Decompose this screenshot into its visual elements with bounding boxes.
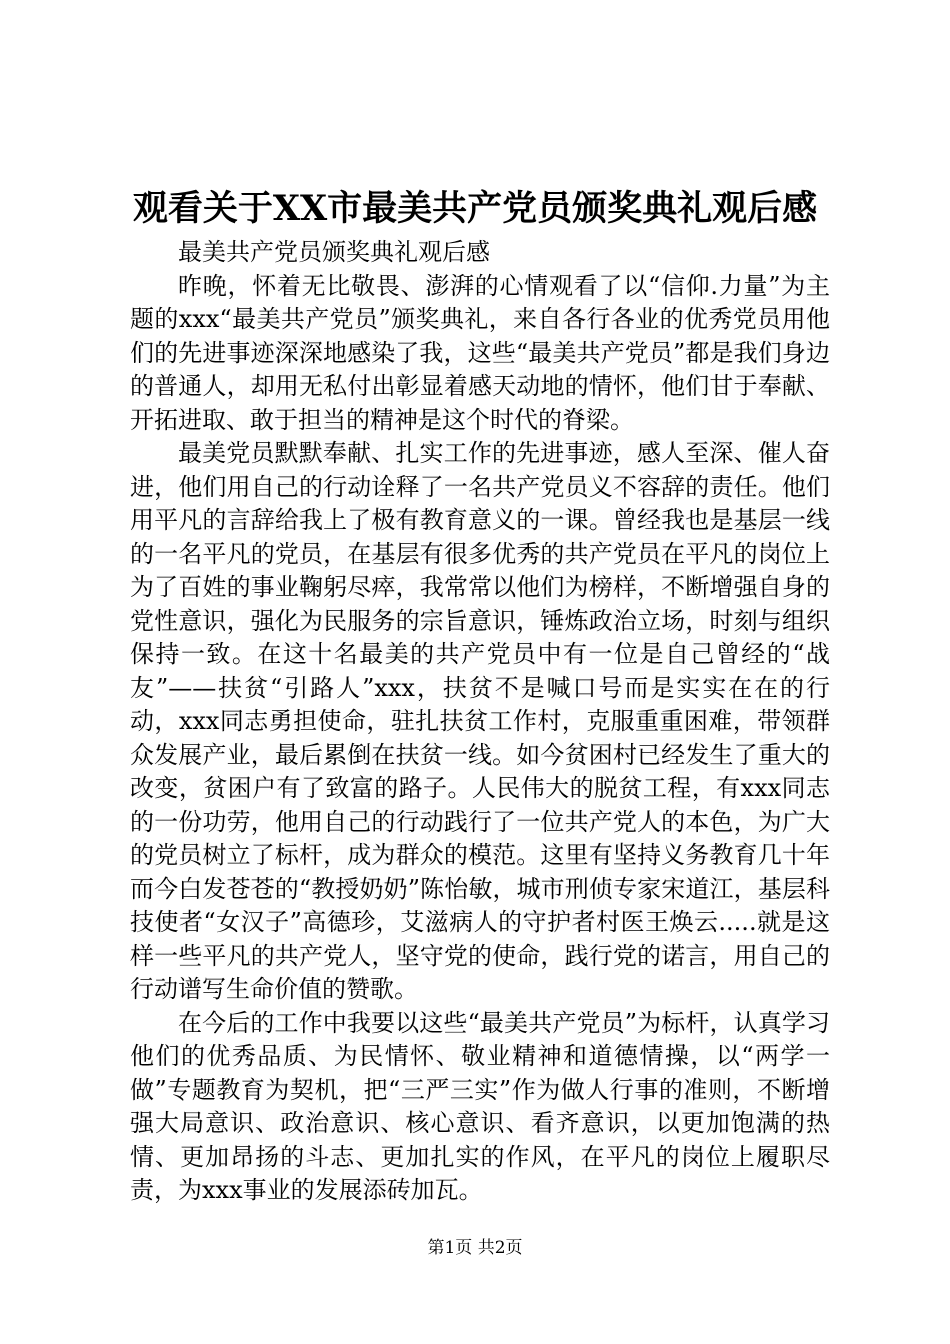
body-paragraph-2: 最美党员默默奉献、扎实工作的先进事迹，感人至深、催人奋进，他们用自己的行动诠释了一名共产党员义不容辞的责任。他们用平凡的言辞给我上了极有教育意义的一课。曾经我也是基层一线的一名平凡的党员，在基层有很多优秀的共产党员在平凡的岗位上为了百姓的事业鞠躬尽瘁，我常常以他们为榜样，不断增强自身的党性意识，强化为民服务的宗旨意识，锤炼政治立场，时刻与组织保持一致。在这十名最美的共产党员中有一位是自己曾经的“战友”——扶贫“引路人”xxx，扶贫不是喊口号而是实实在在的行动，xxx同志勇担使命，驻扎扶贫工作村，克服重重困难，带领群众发展产业，最后累倒在扶贫一线。如今贫困村已经发生了重大的改变，贫困户有了致富的路子。人民伟大的脱贫工程，有xxx同志的一份功劳，他用自己的行动践行了一位共产党人的本色，为广大的党员树立了标杆，成为群众的模范。这里有坚持义务教育几十年而今白发苍苍的“教授奶奶”陈怡敏，城市刑侦专家宋道江，基层科技使者“女汉子”高德珍，艾滋病人的守护者村医王焕云.....就是这样一些平凡的共产党人，坚守党的使命，践行党的诺言，用自己的行动谱写生命价值的赞歌。 — [130, 439, 830, 1003]
body-paragraph-1: 昨晚，怀着无比敬畏、澎湃的心情观看了以“信仰.力量”为主题的xxx“最美共产党员”颁奖典礼，来自各行各业的优秀党员用他们的先进事迹深深地感染了我，这些“最美共产党员”都是我们身边的普通人，却用无私付出彰显着感天动地的情怀，他们甘于奉献、开拓进取、敢于担当的精神是这个时代的脊梁。 — [130, 271, 830, 434]
document-title: 观看关于XX市最美共产党员颁奖典礼观后感 — [132, 188, 818, 229]
body-paragraph-3: 在今后的工作中我要以这些“最美共产党员”为标杆，认真学习他们的优秀品质、为民情怀、敬业精神和道德情操，以“两学一做”专题教育为契机，把“三严三实”作为做人行事的准则，不断增强大局意识、政治意识、核心意识、看齐意识，以更加饱满的热情、更加昂扬的斗志、更加扎实的作风，在平凡的岗位上履职尽责，为xxx事业的发展添砖加瓦。 — [130, 1008, 830, 1204]
document-subtitle: 最美共产党员颁奖典礼观后感 — [178, 238, 490, 266]
page-footer: 第1页 共2页 — [427, 1238, 523, 1258]
document-body — [130, 236, 830, 1208]
